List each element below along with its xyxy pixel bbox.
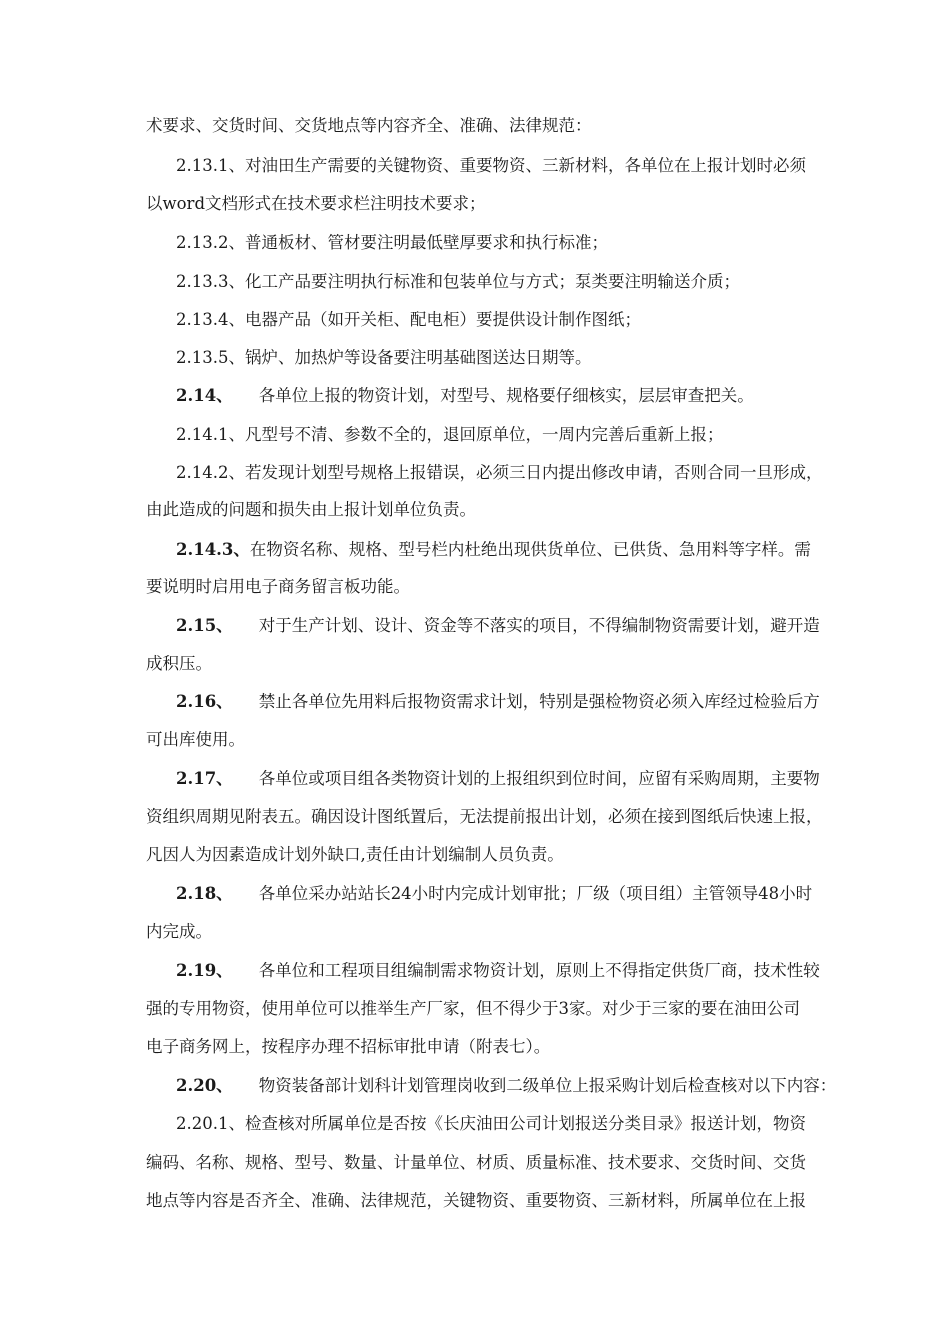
clause-text: 各单位和工程项目组编制需求物资计划，原则上不得指定供货厂商，技术性较 [258,961,820,980]
clause-number: 2.16、 [176,692,233,711]
clause-2-20 [176,1075,856,1097]
clause-text: 对于生产计划、设计、资金等不落实的项目，不得编制物资需要计划，避开造 [258,616,820,635]
clause-number: 2.18、 [176,884,233,903]
text-line: 凡因人为因素造成计划外缺口,责任由计划编制人员负责。 [146,845,564,864]
text-line: 电子商务网上，按程序办理不招标审批申请（附表七）。 [146,1037,551,1056]
text-line: 成积压。 [146,654,212,673]
clause-2-19 [176,960,856,982]
clause-number: 2.19、 [176,961,233,980]
text-line: 2.20.1、检查核对所属单位是否按《长庆油田公司计划报送分类目录》报送计划，物资 [176,1114,806,1133]
clause-2-18 [176,883,856,905]
text-line: 2.14.1、凡型号不清、参数不全的，退回原单位，一周内完善后重新上报； [176,425,724,444]
text-line: 2.13.4、电器产品（如开关柜、配电柜）要提供设计制作图纸； [176,310,641,329]
text-line: 由此造成的问题和损失由上报计划单位负责。 [146,500,476,519]
clause-text: 各单位上报的物资计划，对型号、规格要仔细核实，层层审查把关。 [258,386,754,405]
clause-2-17 [176,768,856,790]
clause-text: 在物资名称、规格、型号栏内杜绝出现供货单位、已供货、急用料等字样。需 [249,540,811,559]
text-line: 2.13.5、锅炉、加热炉等设备要注明基础图送达日期等。 [176,348,592,367]
text-line: 强的专用物资，使用单位可以推举生产厂家，但不得少于3家。对少于三家的要在油田公司 [146,999,800,1018]
clause-text: 禁止各单位先用料后报物资需求计划，特别是强检物资必须入库经过检验后方 [258,692,820,711]
clause-2-14 [176,385,856,407]
clause-number: 2.14、 [176,386,233,405]
text-line: 地点等内容是否齐全、准确、法律规范，关键物资、重要物资、三新材料，所属单位在上报 [146,1191,806,1210]
clause-text: 物资装备部计划科计划管理岗收到二级单位上报采购计划后检查核对以下内容： [258,1076,837,1095]
clause-text: 各单位或项目组各类物资计划的上报组织到位时间，应留有采购周期，主要物 [258,769,820,788]
clause-number: 2.15、 [176,616,233,635]
text-line: 2.13.1、对油田生产需要的关键物资、重要物资、三新材料，各单位在上报计划时必须 [176,156,806,175]
text-line: 内完成。 [146,922,212,941]
clause-number: 2.14.3、 [176,540,250,559]
clause-number: 2.20、 [176,1076,233,1095]
clause-text: 各单位采办站站长24小时内完成计划审批；厂级（项目组）主管领导48小时 [258,884,813,903]
text-line: 要说明时启用电子商务留言板功能。 [146,577,410,596]
text-line: 以word文档形式在技术要求栏注明技术要求； [146,194,486,213]
text-line: 资组织周期见附表五。确因设计图纸置后，无法提前报出计划，必须在接到图纸后快速上报， [146,807,823,826]
text-line: 可出库使用。 [146,730,245,749]
text-line: 2.13.3、化工产品要注明执行标准和包装单位与方式；泵类要注明输送介质； [176,272,740,291]
text-line: 术要求、交货时间、交货地点等内容齐全、准确、法律规范： [146,116,592,135]
clause-2-15 [176,615,856,637]
clause-2-16 [176,691,856,713]
text-line: 编码、名称、规格、型号、数量、计量单位、材质、质量标准、技术要求、交货时间、交货 [146,1153,806,1172]
text-line: 2.13.2、普通板材、管材要注明最低壁厚要求和执行标准； [176,233,608,252]
text-line: 2.14.2、若发现计划型号规格上报错误，必须三日内提出修改申请，否则合同一旦形成， [176,463,823,482]
clause-number: 2.17、 [176,769,233,788]
clause-2-14-3 [176,539,856,561]
